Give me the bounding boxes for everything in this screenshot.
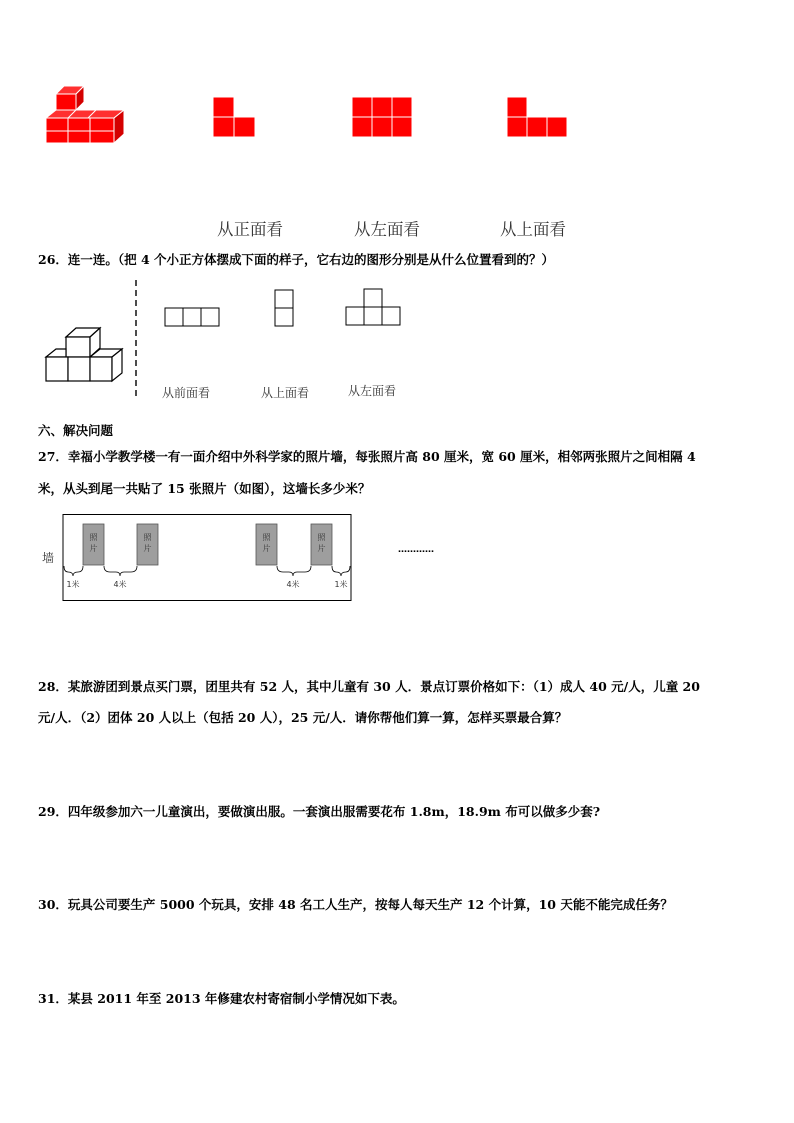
label-from-top: 从上面看 bbox=[261, 386, 310, 400]
ellipsis: ………… bbox=[398, 545, 434, 555]
red-cube-3d-figure bbox=[44, 84, 126, 146]
label-left-view: 从左面看 bbox=[354, 220, 420, 239]
question-27-line2: 米，从头到尾一共贴了 15 张照片（如图），这墙长多少米？ bbox=[38, 481, 371, 496]
question-28-line2: 元/人．（2）团体 20 人以上（包括 20 人），25 元/人．请你帮他们算一算，怎样买票最合算？ bbox=[38, 710, 568, 725]
dashed-divider bbox=[133, 280, 139, 398]
cube-stack-outline-figure bbox=[44, 325, 124, 385]
top-view-red-shape bbox=[506, 96, 568, 138]
photo-4-label: 照 bbox=[317, 533, 326, 542]
question-27-line1: 27．幸福小学教学楼一有一面介绍中外科学家的照片墙，每张照片高 80 厘米，宽 60 厘米，相邻两张照片之间相隔 4 bbox=[38, 449, 696, 464]
view-shape-two-stacked bbox=[274, 289, 295, 329]
svg-text:片: 片 bbox=[89, 544, 98, 553]
edge-distance-left: 1米 bbox=[66, 580, 80, 589]
label-from-left: 从左面看 bbox=[348, 384, 397, 398]
label-front-view: 从正面看 bbox=[217, 220, 283, 239]
view-shape-three-in-row bbox=[164, 307, 222, 328]
svg-text:片: 片 bbox=[143, 544, 152, 553]
question-28-line1: 28．某旅游团到景点买门票，团里共有 52 人，其中儿童有 30 人．景点订票价格如下：（1）成人 40 元/人，儿童 20 bbox=[38, 679, 700, 694]
question-30: 30．玩具公司要生产 5000 个玩具，安排 48 名工人生产，按每人每天生产 12 个计算，10 天能不能完成任务？ bbox=[38, 897, 673, 912]
left-view-red-shape bbox=[351, 96, 413, 138]
question-29: 29．四年级参加六一儿童演出，要做演出服。一套演出服需要花布 1.8m，18.9m 布可以做多少套? bbox=[38, 804, 601, 819]
section-title: 六、解决问题 bbox=[38, 423, 114, 438]
front-view-red-shape bbox=[212, 96, 256, 138]
gap-distance-left: 4米 bbox=[113, 580, 127, 589]
photo-1-label: 照 bbox=[89, 533, 98, 542]
photo-2-label: 照 bbox=[143, 533, 152, 542]
photo-wall-figure bbox=[40, 514, 352, 602]
question-26: 26．连一连。（把 4 个小正方体摆成下面的样子，它右边的图形分别是从什么位置看到的？） bbox=[38, 252, 555, 267]
wall-frame bbox=[63, 515, 351, 601]
svg-text:片: 片 bbox=[262, 544, 271, 553]
view-shape-t-shape bbox=[345, 288, 403, 328]
question-31: 31．某县 2011 年至 2013 年修建农村寄宿制小学情况如下表。 bbox=[38, 991, 405, 1006]
edge-distance-right: 1米 bbox=[334, 580, 348, 589]
svg-text:片: 片 bbox=[317, 544, 326, 553]
label-top-view: 从上面看 bbox=[500, 220, 566, 239]
photo-3-label: 照 bbox=[262, 533, 271, 542]
wall-label: 墙 bbox=[42, 551, 55, 565]
gap-distance-right: 4米 bbox=[286, 580, 300, 589]
label-from-front: 从前面看 bbox=[162, 386, 211, 400]
